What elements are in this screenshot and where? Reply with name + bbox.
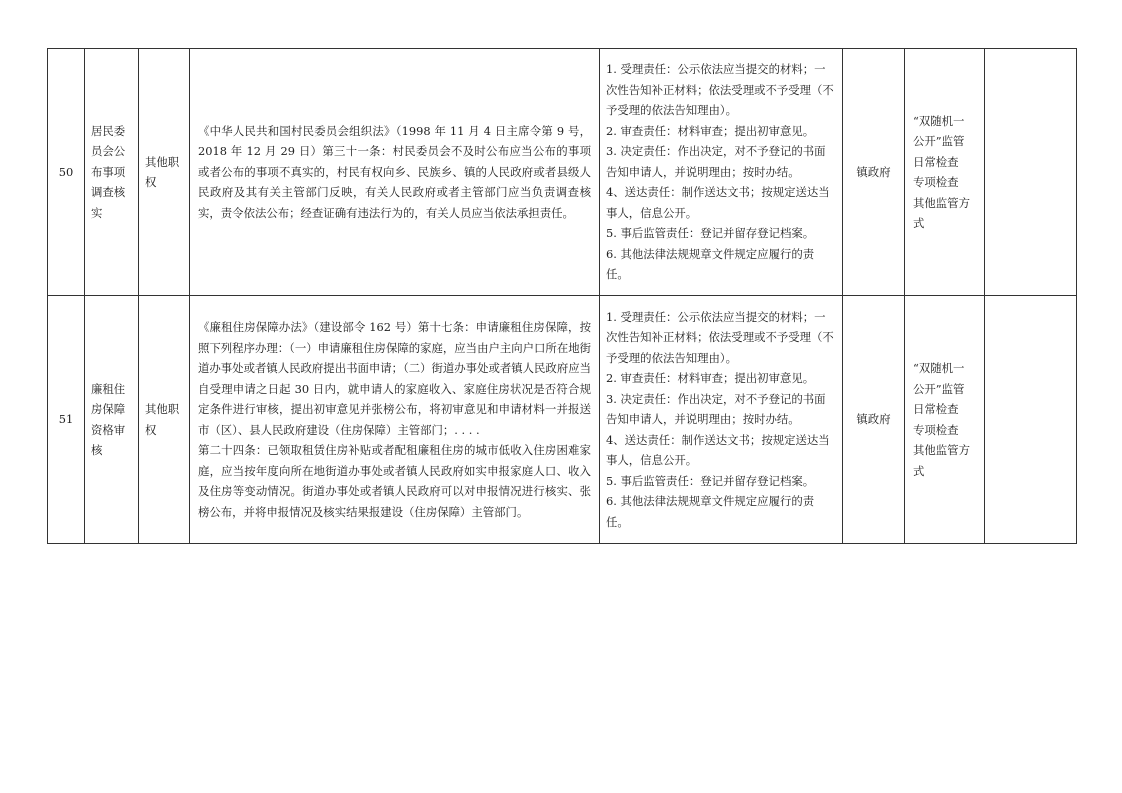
table-row [48, 49, 1077, 296]
responsible-subject: 镇政府 [843, 296, 905, 544]
remarks-cell [985, 49, 1077, 296]
supervision-methods: “双随机一 公开”监管 日常检查 专项检查 其他监管方 式 [905, 49, 985, 296]
power-type: 其他职 权 [139, 296, 190, 544]
legal-basis: 《廉租住房保障办法》（建设部令 162 号）第十七条：申请廉租住房保障，按照下列程序办理：（一）申请廉租住房保障的家庭，应当由户主向户口所在地街道办事处或者镇人民政府提出书面申请；（二）街道办事处或者镇人民政府应当自受理申请之日起 30 日内，就申请人的家庭收入、家庭住房状况是否符合规定条件进行审核，提出初审意见并张榜公布，将初审意见和申请材料一并报送市（区）、县人民政府建设（住房保障）主管部门；. . . . 第二十四条：已领取租赁住房补贴或者配租廉租住房的城市低收入住房困难家庭，应当按年度向所在地街道办事处或者镇人民政府如实申报家庭人口、收入及住房等变动情况。街道办事处或者镇人民政府可以对申报情况进行核实、张榜公布，并将申报情况及核实结果报建设（住房保障）主管部门。 [190, 296, 600, 544]
power-type: 其他职 权 [139, 49, 190, 296]
remarks-cell [985, 296, 1077, 544]
item-name: 廉租住 房保障 资格审 核 [85, 296, 139, 544]
power-list-table [47, 48, 1077, 544]
responsibility-items: 1. 受理责任：公示依法应当提交的材料；一 次性告知补正材料；依法受理或不予受理（不 予受理的依法告知理由）。 2. 审查责任：材料审查；提出初审意见。 3. 决定责任：作出决定，对不予登记的书面 告知申请人，并说明理由；按时办结。 4、送达责任：制作送达文书；按规定送达当 事人，信息公开。 5. 事后监管责任：登记并留存登记档案。 6. 其他法律法规规章文件规定应履行的责 任。 [600, 296, 843, 544]
supervision-methods: “双随机一 公开”监管 日常检查 专项检查 其他监管方 式 [905, 296, 985, 544]
item-name: 居民委 员会公 布事项 调查核 实 [85, 49, 139, 296]
legal-basis: 《中华人民共和国村民委员会组织法》（1998 年 11 月 4 日主席令第 9 号，2018 年 12 月 29 日）第三十一条：村民委员会不及时公布应当公布的事项或者公布的事项不真实的，村民有权向乡、民族乡、镇的人民政府或者县级人民政府及其有关主管部门反映，有关人民政府或者主管部门应当负责调查核实，责令依法公布；经查证确有违法行为的，有关人员应当依法承担责任。 [190, 49, 600, 296]
item-number: 51 [48, 296, 85, 544]
responsible-subject: 镇政府 [843, 49, 905, 296]
item-number: 50 [48, 49, 85, 296]
table-row [48, 296, 1077, 544]
responsibility-items: 1. 受理责任：公示依法应当提交的材料；一 次性告知补正材料；依法受理或不予受理（不 予受理的依法告知理由）。 2. 审查责任：材料审查；提出初审意见。 3. 决定责任：作出决定，对不予登记的书面 告知申请人，并说明理由；按时办结。 4、送达责任：制作送达文书；按规定送达当 事人，信息公开。 5. 事后监管责任：登记并留存登记档案。 6. 其他法律法规规章文件规定应履行的责 任。 [600, 49, 843, 296]
